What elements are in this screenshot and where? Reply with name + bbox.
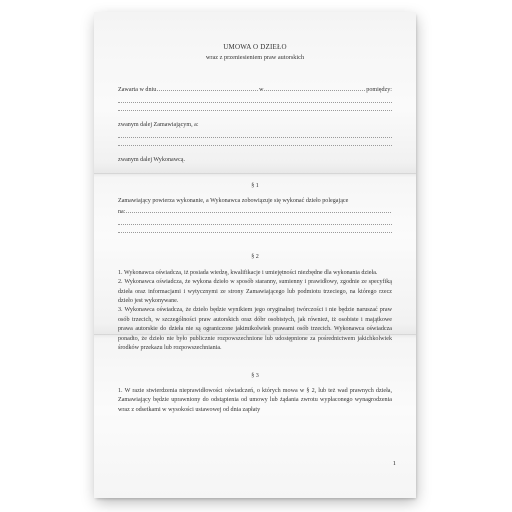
client-label: zwanym dalej Zamawiającym, a: [118, 122, 199, 129]
party2-line [118, 138, 392, 146]
work-field [126, 207, 391, 213]
concluded-label: Zawarta w dniu [118, 86, 157, 93]
concluded-row [118, 85, 392, 95]
date-field [157, 85, 258, 91]
section1-na-row [118, 207, 392, 217]
section2-p3: 3. Wykonawca oświadcza, że dzieło będzie wynikiem jego oryginalnej twórczości i nie będzie naruszać praw osób trzecich, w szczególności praw autorskich oraz dóbr osobistych, jak również, iż osobiste i majątkowe prawa autorskie do dzieła nie są ograniczone jakimikolwiek prawami osób trzecich. Wykonawca oświadcza ponadto, że dzieło nie było publicznie rozpowszechnione lub udostępnione za pośrednictwem jakichkolwiek środków przekazu lub rozpowszechniania. [118, 307, 392, 352]
title-block [118, 42, 392, 63]
section2-heading: § 2 [251, 254, 259, 261]
between-label: pomiędzy: [366, 86, 393, 93]
section2-p1: 1. Wykonawca oświadcza, iż posiada wiedzę, kwalifikacje i umiejętności niezbędne dla wykonania dzieła. [118, 269, 378, 276]
place-field [264, 85, 365, 91]
section1-heading: § 1 [251, 182, 259, 189]
contractor-label: zwanym dalej Wykonawcą. [118, 157, 186, 164]
party2-line [118, 130, 392, 138]
na-label: na: [118, 208, 126, 215]
section3-p1: 1. W razie stwierdzenia nieprawidłowości oświadczeń, o których mowa w § 2, lub też wad prawnych dzieła, Zamawiający będzie uprawniony do odstąpienia od umowy lub żądania zwrotu wypłaconego wynagrodzenia wraz z odsetkami w wysokości ustawowej od dnia zapłaty [118, 388, 392, 413]
document-title: UMOWA O DZIEŁO [223, 43, 287, 51]
page-content [118, 42, 392, 415]
section1-text: Zamawiający powierza wykonanie, a Wykonawca zobowiązuje się wykonać dzieło polegające [118, 198, 349, 205]
section3-heading: § 3 [251, 372, 259, 379]
document-page [94, 12, 416, 498]
party1-line [118, 95, 392, 103]
page-number: 1 [392, 460, 396, 467]
in-label: w [259, 86, 264, 93]
work-line [118, 225, 392, 233]
section2-p2: 2. Wykonawca oświadcza, że wykona dzieło w sposób staranny, sumienny i prawidłowy, zgodnie ze specyfiką dzieła oraz informacjami i wytycznymi ze strony Zamawiającego lub podmiotu trzeciego, na którego rzecz dzieło jest wykonywane. [118, 279, 392, 304]
party1-line [118, 103, 392, 111]
document-subtitle: wraz z przeniesieniem praw autorskich [205, 53, 305, 61]
work-line [118, 217, 392, 225]
